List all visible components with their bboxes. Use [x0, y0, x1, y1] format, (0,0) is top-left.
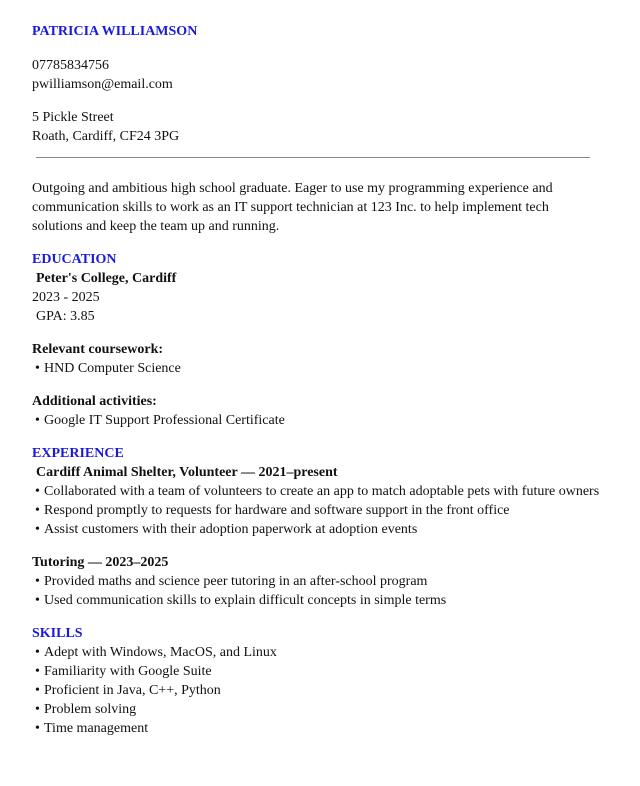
bullet-icon: •	[35, 702, 40, 717]
bullet-icon: •	[35, 574, 40, 589]
experience-section	[32, 444, 602, 610]
education-heading: EDUCATION	[32, 252, 117, 267]
list-item: • Familiarity with Google Suite	[35, 664, 212, 679]
summary-paragraph: Outgoing and ambitious high school graduate. Eager to use my programming experience and communication skills to work as an IT support technician at 123 Inc. to help implement tech solutions and keep the team up and running.	[32, 181, 557, 234]
divider-rule	[36, 157, 590, 158]
email-address: pwilliamson@email.com	[32, 77, 173, 92]
list-item: • HND Computer Science	[35, 361, 181, 376]
list-item: • Collaborated with a team of volunteers to create an app to match adoptable pets with future owners	[35, 484, 600, 499]
bullet-icon: •	[35, 522, 40, 537]
list-item: • Google IT Support Professional Certificate	[35, 413, 285, 428]
candidate-name: PATRICIA WILLIAMSON	[32, 24, 198, 39]
list-item: • Time management	[35, 721, 149, 736]
activities-label: Additional activities:	[32, 394, 157, 409]
skills-heading: SKILLS	[32, 626, 83, 641]
resume	[32, 22, 602, 738]
list-item: • Assist customers with their adoption paperwork at adoption events	[35, 522, 418, 537]
list-item: • Respond promptly to requests for hardware and software support in the front office	[35, 503, 510, 518]
list-item: • Used communication skills to explain difficult concepts in simple terms	[35, 593, 447, 608]
list-item: • Adept with Windows, MacOS, and Linux	[35, 645, 277, 660]
education-years: 2023 - 2025	[32, 290, 100, 305]
address-line-2: Roath, Cardiff, CF24 3PG	[32, 129, 180, 144]
bullet-icon: •	[35, 484, 40, 499]
job-title: Cardiff Animal Shelter, Volunteer — 2021–present	[36, 465, 338, 480]
coursework-label: Relevant coursework:	[32, 342, 164, 357]
bullet-icon: •	[35, 503, 40, 518]
bullet-icon: •	[35, 683, 40, 698]
address-line-1: 5 Pickle Street	[32, 110, 114, 125]
bullet-icon: •	[35, 645, 40, 660]
phone-number: 07785834756	[32, 58, 109, 73]
list-item: • Proficient in Java, C++, Python	[35, 683, 221, 698]
job-title: Tutoring — 2023–2025	[32, 555, 169, 570]
list-item: • Provided maths and science peer tutoring in an after-school program	[35, 574, 428, 589]
experience-heading: EXPERIENCE	[32, 446, 124, 461]
bullet-icon: •	[35, 664, 40, 679]
skills-section	[32, 624, 602, 738]
bullet-icon: •	[35, 413, 40, 428]
education-section	[32, 250, 602, 430]
gpa: GPA: 3.85	[36, 309, 95, 324]
bullet-icon: •	[35, 593, 40, 608]
list-item: • Problem solving	[35, 702, 137, 717]
bullet-icon: •	[35, 721, 40, 736]
bullet-icon: •	[35, 361, 40, 376]
school-name: Peter's College, Cardiff	[36, 271, 177, 286]
